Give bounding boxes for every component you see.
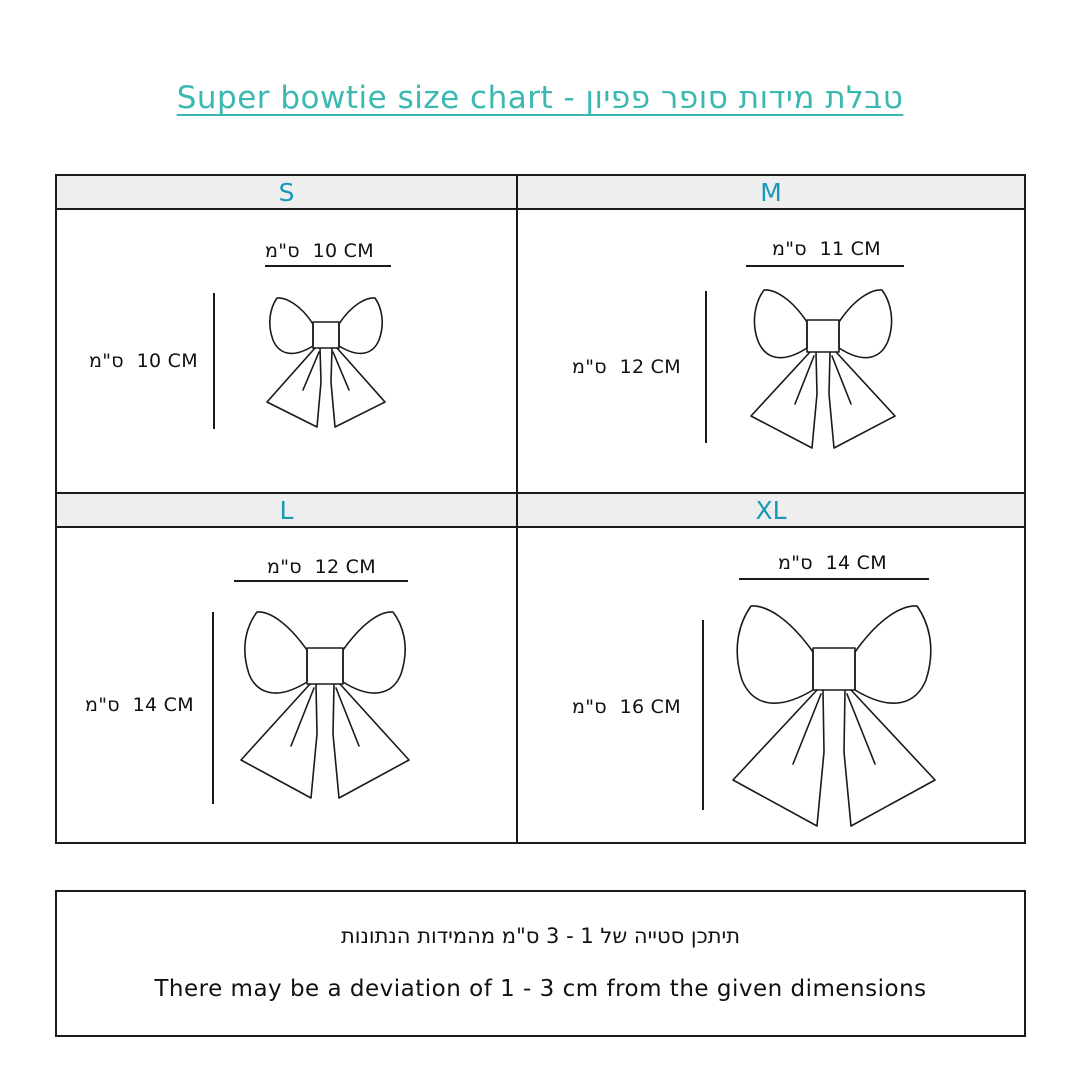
width-value: 12 CM <box>314 556 376 578</box>
size-label: M <box>760 177 782 207</box>
height-value: 10 CM <box>136 350 198 372</box>
title-hebrew: טבלת מידות סופר פפיון <box>585 80 904 116</box>
unit-label: ס"מ <box>778 552 813 574</box>
unit-label: ס"מ <box>265 240 300 262</box>
height-line <box>702 620 704 810</box>
size-header <box>518 494 1024 528</box>
size-header <box>57 176 516 210</box>
note-hebrew: תיתכן סטייה של 1 - 3 ס"מ מהמידות הנתונות <box>340 924 741 948</box>
size-cell-l <box>57 494 516 842</box>
bow-illustration-s <box>265 294 387 429</box>
page-title <box>0 80 1080 116</box>
width-line <box>739 578 929 580</box>
unit-label: ס"מ <box>572 696 607 718</box>
bow-illustration-l <box>239 608 411 800</box>
width-dimension <box>267 556 376 578</box>
title-english: Super bowtie size chart - <box>176 80 586 116</box>
size-header <box>518 176 1024 210</box>
width-value: 11 CM <box>819 238 881 260</box>
width-dimension <box>778 552 887 574</box>
bow-illustration-xl <box>731 602 937 828</box>
height-line <box>705 291 707 443</box>
height-dimension <box>89 350 198 372</box>
unit-label: ס"מ <box>89 350 124 372</box>
size-header <box>57 494 516 528</box>
height-value: 16 CM <box>619 696 681 718</box>
width-line <box>234 580 408 582</box>
height-dimension <box>85 694 194 716</box>
width-line <box>265 265 391 267</box>
size-chart-grid <box>55 174 1026 844</box>
height-line <box>212 612 214 804</box>
width-dimension <box>265 240 374 262</box>
unit-label: ס"מ <box>572 356 607 378</box>
width-value: 14 CM <box>825 552 887 574</box>
size-label: S <box>278 177 295 207</box>
height-dimension <box>572 696 681 718</box>
size-cell-xl <box>518 494 1024 842</box>
size-cell-s <box>57 176 516 492</box>
unit-label: ס"מ <box>85 694 120 716</box>
width-value: 10 CM <box>312 240 374 262</box>
note-english: There may be a deviation of 1 - 3 cm from the given dimensions <box>154 976 927 1002</box>
unit-label: ס"מ <box>267 556 302 578</box>
width-dimension <box>772 238 881 260</box>
size-label: L <box>279 495 294 525</box>
size-cell-m <box>518 176 1024 492</box>
deviation-note <box>55 890 1026 1037</box>
unit-label: ס"מ <box>772 238 807 260</box>
bow-illustration-m <box>749 286 897 450</box>
height-dimension <box>572 356 681 378</box>
width-line <box>746 265 904 267</box>
height-line <box>213 293 215 429</box>
size-label: XL <box>755 495 787 525</box>
height-value: 12 CM <box>619 356 681 378</box>
height-value: 14 CM <box>132 694 194 716</box>
